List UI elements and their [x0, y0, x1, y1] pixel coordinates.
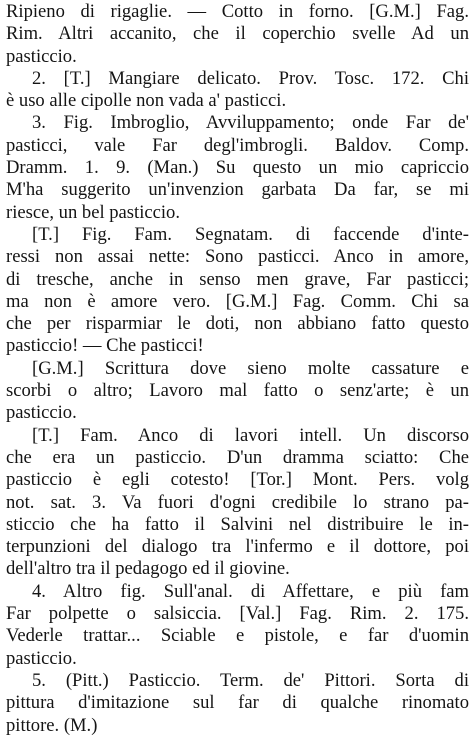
- text-line: Dramm. 1. 9. (Man.) Su questo un mio capriccio: [6, 157, 469, 179]
- text-line: M'ha suggerito un'invenzion garbata Da far, se mi: [6, 179, 469, 201]
- text-line: terpunzioni del dialogo tra l'infermo e il dottore, poi: [6, 536, 469, 558]
- text-line: pasticcio è egli cotesto! [Tor.] Mont. Pers. volg: [6, 469, 469, 491]
- text-line: riesce, un bel pasticcio.: [6, 201, 180, 223]
- sense-2-line: 2. [T.] Mangiare delicato. Prov. Tosc. 172. Chi: [32, 67, 469, 89]
- subsense-line: [T.] Fig. Fam. Segnatam. di faccende d'inte-: [32, 223, 469, 245]
- text-line: pasticcio! — Che pasticci!: [6, 335, 204, 357]
- text-line: pasticcio.: [6, 647, 77, 669]
- text-line: pasticci, vale Far degl'imbrogli. Baldov. Comp.: [6, 134, 469, 156]
- text-line: che per risparmiar le doti, non abbiano fatto questo: [6, 313, 469, 335]
- text-line: pittura d'imitazione sul far di qualche rinomato: [6, 692, 469, 714]
- text-line: Vederle trattar... Sciable e pistole, e far d'uomin: [6, 625, 469, 647]
- sense-4-line: 4. Altro fig. Sull'anal. di Affettare, e più fam: [32, 580, 469, 602]
- text-line: Far polpette o salsiccia. [Val.] Fag. Rim. 2. 175.: [6, 603, 469, 625]
- text-line: Rim. Altri accanito, che il coperchio svelle Ad un: [6, 23, 469, 45]
- text-line: dell'altro tra il pedagogo ed il giovine.: [6, 558, 290, 580]
- text-line: scorbi o altro; Lavoro mal fatto o senz'arte; è un: [6, 380, 469, 402]
- subsense-line: [T.] Fam. Anco di lavori intell. Un discorso: [32, 424, 469, 446]
- text-line: pittore. (M.): [6, 714, 98, 736]
- text-line: di tresche, anche in senso men grave, Far pasticci;: [6, 268, 469, 290]
- text-line: pasticcio.: [6, 45, 77, 67]
- text-line: sticcio che ha fatto il Salvini nel distribuire le in-: [6, 513, 469, 535]
- text-line: ressi non assai nette: Sono pasticci. Anco in amore,: [6, 246, 469, 268]
- text-line: ma non è amore vero. [G.M.] Fag. Comm. Chi sa: [6, 290, 469, 312]
- text-line: not. sat. 3. Va fuori d'ogni credibile lo strano pa-: [6, 491, 469, 513]
- text-line: che era un pasticcio. D'un dramma sciatto: Che: [6, 446, 469, 468]
- text-line: è uso alle cipolle non vada a' pasticci.: [6, 90, 287, 112]
- sense-3-line: 3. Fig. Imbroglio, Avviluppamento; onde Far de': [32, 112, 469, 134]
- text-line: pasticcio.: [6, 402, 77, 424]
- subsense-line: [G.M.] Scrittura dove sieno molte cassature e: [32, 357, 469, 379]
- sense-5-line: 5. (Pitt.) Pasticcio. Term. de' Pittori. Sorta di: [32, 669, 469, 691]
- text-line: Ripieno di rigaglie. — Cotto in forno. [G.M.] Fag.: [6, 1, 469, 22]
